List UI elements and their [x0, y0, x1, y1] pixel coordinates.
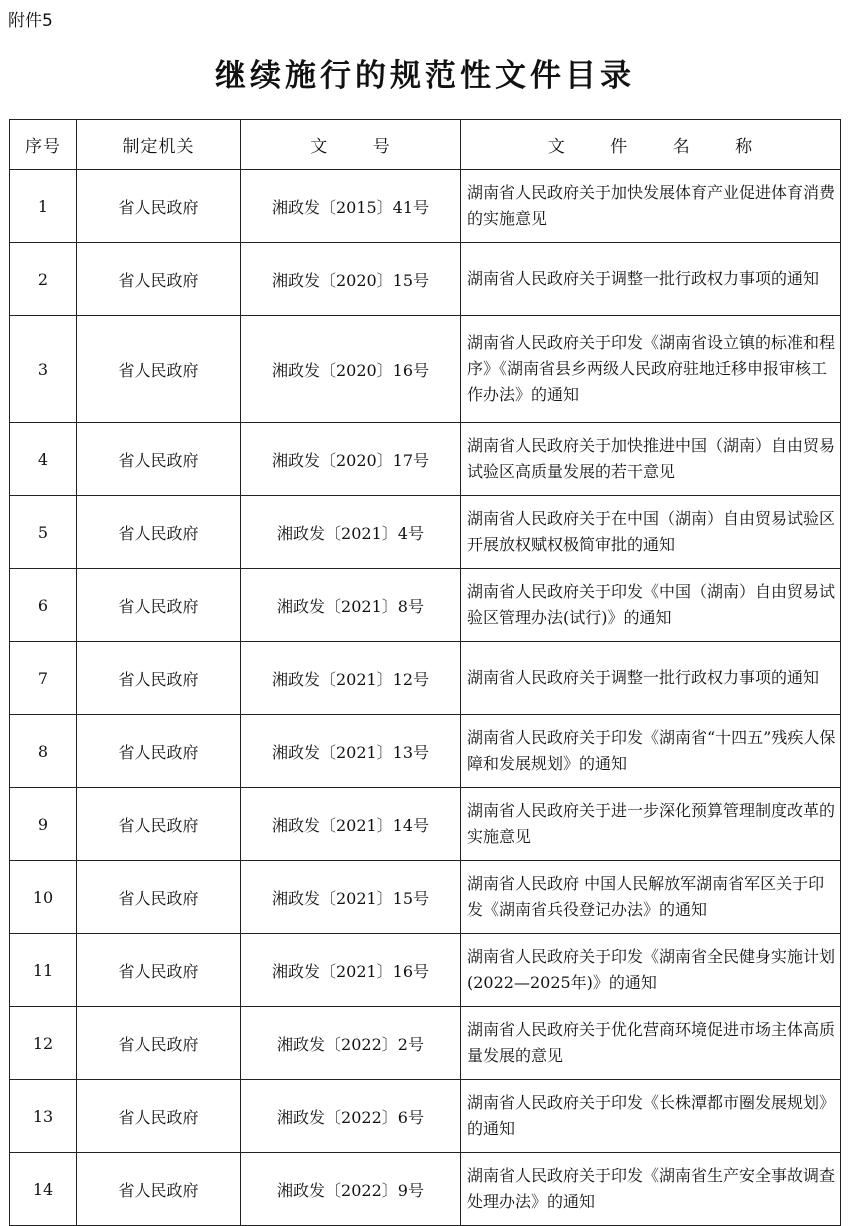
cell-serial-number: 10 — [10, 861, 77, 934]
cell-document-number: 湘政发〔2020〕15号 — [241, 243, 461, 316]
cell-serial-number: 6 — [10, 569, 77, 642]
table-row — [10, 934, 841, 1007]
table-body — [10, 170, 841, 1226]
cell-serial-number: 2 — [10, 243, 77, 316]
cell-issuing-authority: 省人民政府 — [77, 496, 241, 569]
cell-issuing-authority: 省人民政府 — [77, 861, 241, 934]
page-title: 继续施行的规范性文件目录 — [215, 58, 635, 94]
cell-document-title: 湖南省人民政府关于加快发展体育产业促进体育消费的实施意见 — [461, 170, 841, 243]
cell-document-title: 湖南省人民政府关于在中国（湖南）自由贸易试验区开展放权赋权极简审批的通知 — [461, 496, 841, 569]
cell-issuing-authority: 省人民政府 — [77, 642, 241, 715]
cell-document-title: 湖南省人民政府 中国人民解放军湖南省军区关于印发《湖南省兵役登记办法》的通知 — [461, 861, 841, 934]
cell-document-number: 湘政发〔2021〕15号 — [241, 861, 461, 934]
document-catalog-table — [9, 119, 841, 1226]
cell-document-number: 湘政发〔2022〕2号 — [241, 1007, 461, 1080]
cell-document-number: 湘政发〔2020〕16号 — [241, 316, 461, 423]
cell-issuing-authority: 省人民政府 — [77, 423, 241, 496]
cell-serial-number: 5 — [10, 496, 77, 569]
cell-document-number: 湘政发〔2020〕17号 — [241, 423, 461, 496]
header-serial-number: 序号 — [10, 120, 77, 170]
table-row — [10, 569, 841, 642]
cell-document-number: 湘政发〔2022〕6号 — [241, 1080, 461, 1153]
cell-issuing-authority: 省人民政府 — [77, 788, 241, 861]
table-row — [10, 1080, 841, 1153]
cell-serial-number: 1 — [10, 170, 77, 243]
cell-document-title: 湖南省人民政府关于进一步深化预算管理制度改革的实施意见 — [461, 788, 841, 861]
cell-document-number: 湘政发〔2021〕12号 — [241, 642, 461, 715]
cell-issuing-authority: 省人民政府 — [77, 243, 241, 316]
cell-document-number: 湘政发〔2015〕41号 — [241, 170, 461, 243]
table-row — [10, 642, 841, 715]
cell-document-number: 湘政发〔2021〕16号 — [241, 934, 461, 1007]
table-row — [10, 423, 841, 496]
cell-document-title: 湖南省人民政府关于加快推进中国（湖南）自由贸易试验区高质量发展的若干意见 — [461, 423, 841, 496]
cell-serial-number: 13 — [10, 1080, 77, 1153]
cell-serial-number: 9 — [10, 788, 77, 861]
cell-issuing-authority: 省人民政府 — [77, 1080, 241, 1153]
cell-document-number: 湘政发〔2022〕9号 — [241, 1153, 461, 1226]
attachment-label: 附件5 — [8, 11, 53, 31]
cell-serial-number: 8 — [10, 715, 77, 788]
header-issuing-authority: 制定机关 — [77, 120, 241, 170]
cell-document-title: 湖南省人民政府关于优化营商环境促进市场主体高质量发展的意见 — [461, 1007, 841, 1080]
cell-serial-number: 12 — [10, 1007, 77, 1080]
cell-document-title: 湖南省人民政府关于调整一批行政权力事项的通知 — [461, 642, 841, 715]
table-row — [10, 1153, 841, 1226]
cell-issuing-authority: 省人民政府 — [77, 569, 241, 642]
cell-issuing-authority: 省人民政府 — [77, 316, 241, 423]
table-row — [10, 316, 841, 423]
cell-document-number: 湘政发〔2021〕13号 — [241, 715, 461, 788]
cell-document-title: 湖南省人民政府关于印发《长株潭都市圈发展规划》的通知 — [461, 1080, 841, 1153]
table-row — [10, 496, 841, 569]
table-row — [10, 715, 841, 788]
table-row — [10, 1007, 841, 1080]
cell-issuing-authority: 省人民政府 — [77, 934, 241, 1007]
header-document-number: 文 号 — [241, 120, 461, 170]
table-header-row — [10, 120, 841, 170]
cell-document-number: 湘政发〔2021〕8号 — [241, 569, 461, 642]
header-document-title: 文 件 名 称 — [461, 120, 841, 170]
cell-document-title: 湖南省人民政府关于印发《湖南省生产安全事故调查处理办法》的通知 — [461, 1153, 841, 1226]
cell-document-title: 湖南省人民政府关于印发《湖南省设立镇的标准和程序》《湖南省县乡两级人民政府驻地迁移申报审核工作办法》的通知 — [461, 316, 841, 423]
cell-document-title: 湖南省人民政府关于印发《湖南省“十四五”残疾人保障和发展规划》的通知 — [461, 715, 841, 788]
table-row — [10, 243, 841, 316]
cell-serial-number: 4 — [10, 423, 77, 496]
table-row — [10, 788, 841, 861]
cell-issuing-authority: 省人民政府 — [77, 715, 241, 788]
cell-document-number: 湘政发〔2021〕14号 — [241, 788, 461, 861]
cell-document-number: 湘政发〔2021〕4号 — [241, 496, 461, 569]
cell-document-title: 湖南省人民政府关于调整一批行政权力事项的通知 — [461, 243, 841, 316]
table-row — [10, 861, 841, 934]
cell-issuing-authority: 省人民政府 — [77, 1007, 241, 1080]
cell-serial-number: 14 — [10, 1153, 77, 1226]
cell-serial-number: 3 — [10, 316, 77, 423]
cell-issuing-authority: 省人民政府 — [77, 170, 241, 243]
cell-serial-number: 11 — [10, 934, 77, 1007]
cell-document-title: 湖南省人民政府关于印发《湖南省全民健身实施计划(2022—2025年)》的通知 — [461, 934, 841, 1007]
cell-issuing-authority: 省人民政府 — [77, 1153, 241, 1226]
table-row — [10, 170, 841, 243]
cell-document-title: 湖南省人民政府关于印发《中国（湖南）自由贸易试验区管理办法(试行)》的通知 — [461, 569, 841, 642]
cell-serial-number: 7 — [10, 642, 77, 715]
